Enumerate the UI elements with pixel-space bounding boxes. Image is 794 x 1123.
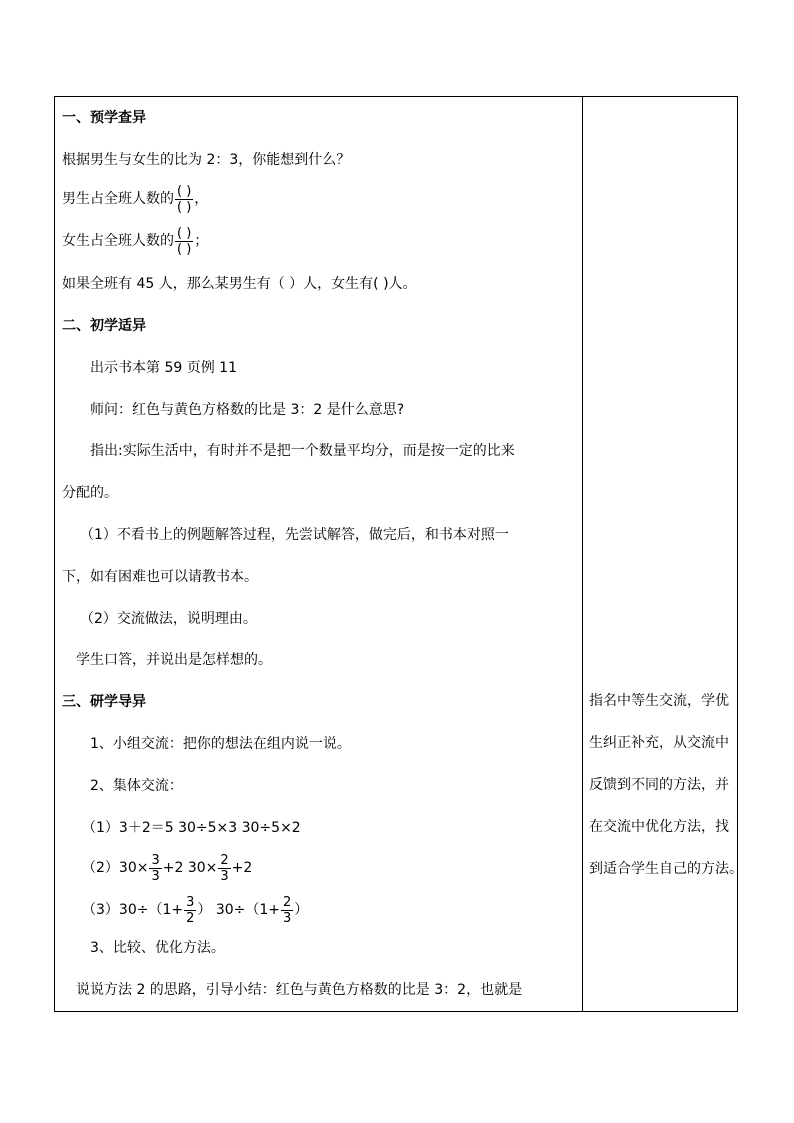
method-3-part-b: ） 30÷（1+	[197, 902, 281, 918]
collective-exchange-line: 2、集体交流：	[90, 778, 183, 794]
example-line: 出示书本第 59 页例 11	[90, 360, 237, 376]
summary-line: 说说方法 2 的思路，引导小结：红色与黄色方格数的比是 3：2，也就是	[76, 982, 523, 998]
method-2-part-c: +2	[231, 860, 253, 876]
fraction-denominator: 2	[186, 910, 195, 926]
method-3-part-a: （3）30÷（1+	[82, 902, 184, 918]
fraction-numerator: 2	[283, 894, 292, 910]
method-1-line: （1）3＋2＝5 30÷5×3 30÷5×2	[82, 820, 301, 836]
side-note-line-5: 到适合学生自己的方法。	[589, 861, 743, 877]
boys-suffix: ，	[194, 191, 209, 207]
fraction-denominator-blank: ( )	[177, 199, 192, 215]
section-title-3: 三、研学导异	[62, 694, 146, 710]
step2-line: （2）交流做法，说明理由。	[80, 611, 257, 627]
method-2-fraction-2	[218, 853, 230, 884]
group-exchange-line: 1、小组交流：把你的想法在组内说一说。	[90, 736, 351, 752]
point-line-2: 分配的。	[62, 485, 118, 501]
side-note-line-2: 生纠正补充，从交流中	[589, 735, 729, 751]
question-ratio: 根据男生与女生的比为 2：3，你能想到什么？	[62, 152, 351, 168]
girls-fraction-line	[62, 224, 208, 258]
method-3-fraction-2	[281, 895, 293, 926]
fraction-denominator: 3	[220, 868, 229, 884]
fraction-numerator: 3	[186, 894, 195, 910]
step1-line-1: （1）不看书上的例题解答过程，先尝试解答，做完后，和书本对照一	[80, 527, 509, 543]
boys-blank-fraction	[175, 184, 193, 215]
method-2-fraction-1	[149, 853, 161, 884]
section-title-2: 二、初学适异	[62, 318, 146, 334]
side-note-line-1: 指名中等生交流，学优	[589, 693, 729, 709]
compare-line: 3、比较、优化方法。	[90, 940, 225, 956]
fraction-numerator-blank: ( )	[177, 225, 192, 241]
main-column	[54, 96, 582, 1012]
boys-prefix: 男生占全班人数的	[62, 191, 174, 207]
method-3-fraction-1	[184, 895, 196, 926]
step1-line-2: 下，如有困难也可以请教书本。	[62, 569, 258, 585]
girls-suffix: ；	[194, 233, 209, 249]
total-students-line: 如果全班有 45 人，那么某男生有（ ）人，女生有( )人。	[62, 276, 417, 292]
boys-fraction-line	[62, 182, 208, 216]
fraction-numerator: 2	[220, 852, 229, 868]
method-2-part-b: +2 30×	[162, 860, 218, 876]
fraction-denominator: 3	[283, 910, 292, 926]
fraction-denominator: 3	[151, 868, 160, 884]
side-note-line-4: 在交流中优化方法，找	[589, 819, 729, 835]
student-answer-line: 学生口答，并说出是怎样想的。	[76, 652, 272, 668]
teacher-question: 师问：红色与黄色方格数的比是 3：2 是什么意思?	[90, 402, 405, 418]
side-note-line-3: 反馈到不同的方法，并	[589, 777, 729, 793]
girls-blank-fraction	[175, 226, 193, 257]
girls-prefix: 女生占全班人数的	[62, 233, 174, 249]
point-line-1: 指出:实际生活中，有时并不是把一个数量平均分，而是按一定的比来	[90, 443, 515, 459]
fraction-numerator-blank: ( )	[177, 183, 192, 199]
side-notes-column	[583, 96, 743, 1012]
fraction-denominator-blank: ( )	[177, 241, 192, 257]
fraction-numerator: 3	[151, 852, 160, 868]
method-3-line	[82, 890, 308, 930]
method-2-part-a: （2）30×	[82, 860, 149, 876]
section-title-1: 一、预学查异	[62, 110, 146, 126]
method-2-line	[82, 848, 252, 888]
method-3-part-c: ）	[294, 902, 309, 918]
